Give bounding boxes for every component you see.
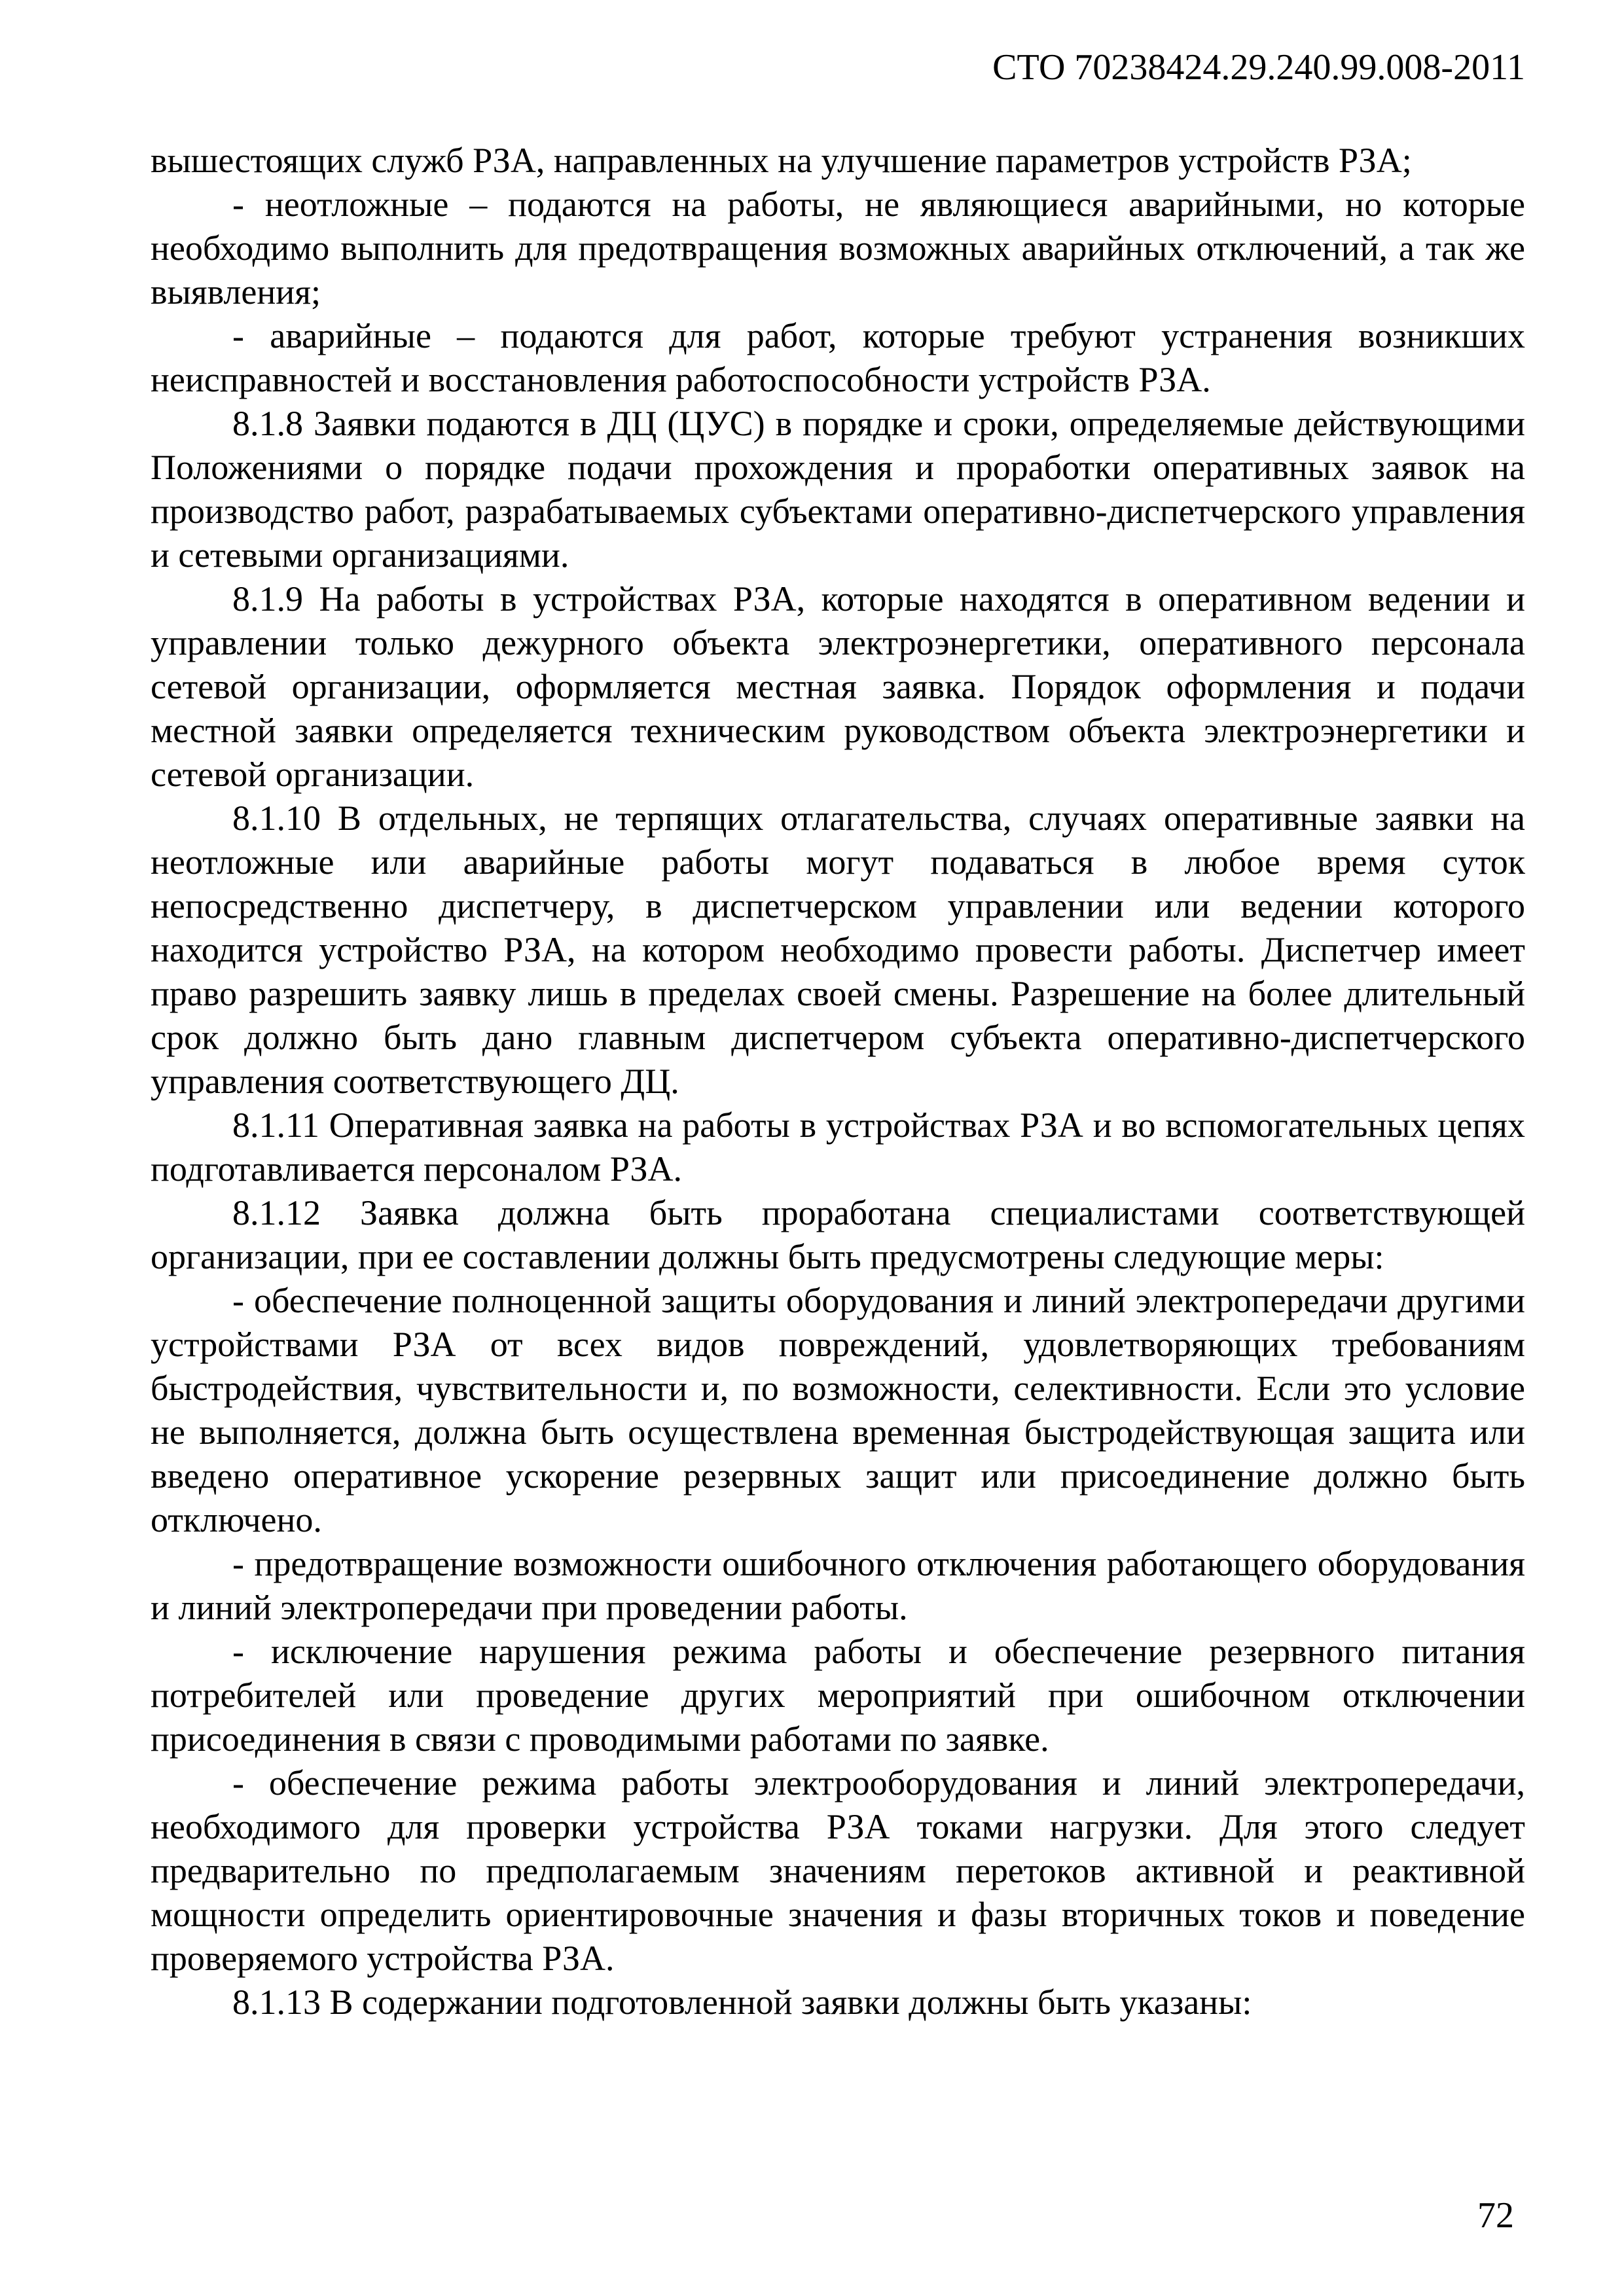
list-item-prevent-erroneous-trip: - предотвращение возможности ошибочного отключения работающего оборудования и линий электропередачи при проведении работы. <box>151 1544 1525 1627</box>
section-8-1-10: 8.1.10 В отдельных, не терпящих отлагательства, случаях оперативные заявки на неотложные или аварийные работы могут подаваться в любое время суток непосредственно диспетчеру, в диспетчерском управлении или ведении которого находится устройство РЗА, на котором необходимо провести работы. Диспетчер имеет право разрешить заявку лишь в пределах своей смены. Разрешение на более длительный срок должно быть дано главным диспетчером субъекта оперативно-диспетчерского управления соответствующего ДЦ. <box>151 798 1525 1101</box>
section-8-1-8: 8.1.8 Заявки подаются в ДЦ (ЦУС) в порядке и сроки, определяемые действующими Положениями о порядке подачи прохождения и проработки оперативных заявок на производство работ, разрабатываемых субъектами оперативно-диспетчерского управления и сетевыми организациями. <box>151 404 1525 575</box>
page-number: 72 <box>1477 2195 1514 2236</box>
list-item-emergency-requests: - аварийные – подаются для работ, которые требуют устранения возникших неисправностей и восстановления работоспособности устройств РЗА. <box>151 316 1525 399</box>
section-8-1-13: 8.1.13 В содержании подготовленной заявки должны быть указаны: <box>232 1982 1252 2022</box>
document-body <box>151 139 1525 2024</box>
section-8-1-9: 8.1.9 На работы в устройствах РЗА, которые находятся в оперативном ведении и управлении только дежурного объекта электроэнергетики, оперативного персонала сетевой организации, оформляется местная заявка. Порядок оформления и подачи местной заявки определяется техническим руководством объекта электроэнергетики и сетевой организации. <box>151 579 1525 794</box>
paragraph-continuation: вышестоящих служб РЗА, направленных на улучшение параметров устройств РЗА; <box>151 141 1412 180</box>
list-item-urgent-requests: - неотложные – подаются на работы, не являющиеся аварийными, но которые необходимо выполнить для предотвращения возможных аварийных отключений, а так же выявления; <box>151 185 1525 312</box>
list-item-full-protection: - обеспечение полноценной защиты оборудования и линий электропередачи другими устройствами РЗА от всех видов повреждений, удовлетворяющих требованиям быстродействия, чувствительности и, по возможности, селективности. Если это условие не выполняется, должна быть осуществлена временная быстродействующая защита или введено оперативное ускорение резервных защит или присоединение должно быть отключено. <box>151 1281 1525 1539</box>
section-8-1-12: 8.1.12 Заявка должна быть проработана специалистами соответствующей организации, при ее составлении должны быть предусмотрены следующие меры: <box>151 1193 1525 1276</box>
list-item-exclude-mode-violation: - исключение нарушения режима работы и обеспечение резервного питания потребителей или проведение других мероприятий при ошибочном отключении присоединения в связи с проводимыми работами по заявке. <box>151 1632 1525 1759</box>
list-item-load-current-mode: - обеспечение режима работы электрооборудования и линий электропередачи, необходимого для проверки устройства РЗА токами нагрузки. Для этого следует предварительно по предполагаемым значениям перетоков активной и реактивной мощности определить ориентировочные значения и фазы вторичных токов и поведение проверяемого устройства РЗА. <box>151 1763 1525 1978</box>
document-code-header: СТО 70238424.29.240.99.008-2011 <box>992 47 1525 88</box>
section-8-1-11: 8.1.11 Оперативная заявка на работы в устройствах РЗА и во вспомогательных цепях подготавливается персоналом РЗА. <box>151 1105 1525 1189</box>
